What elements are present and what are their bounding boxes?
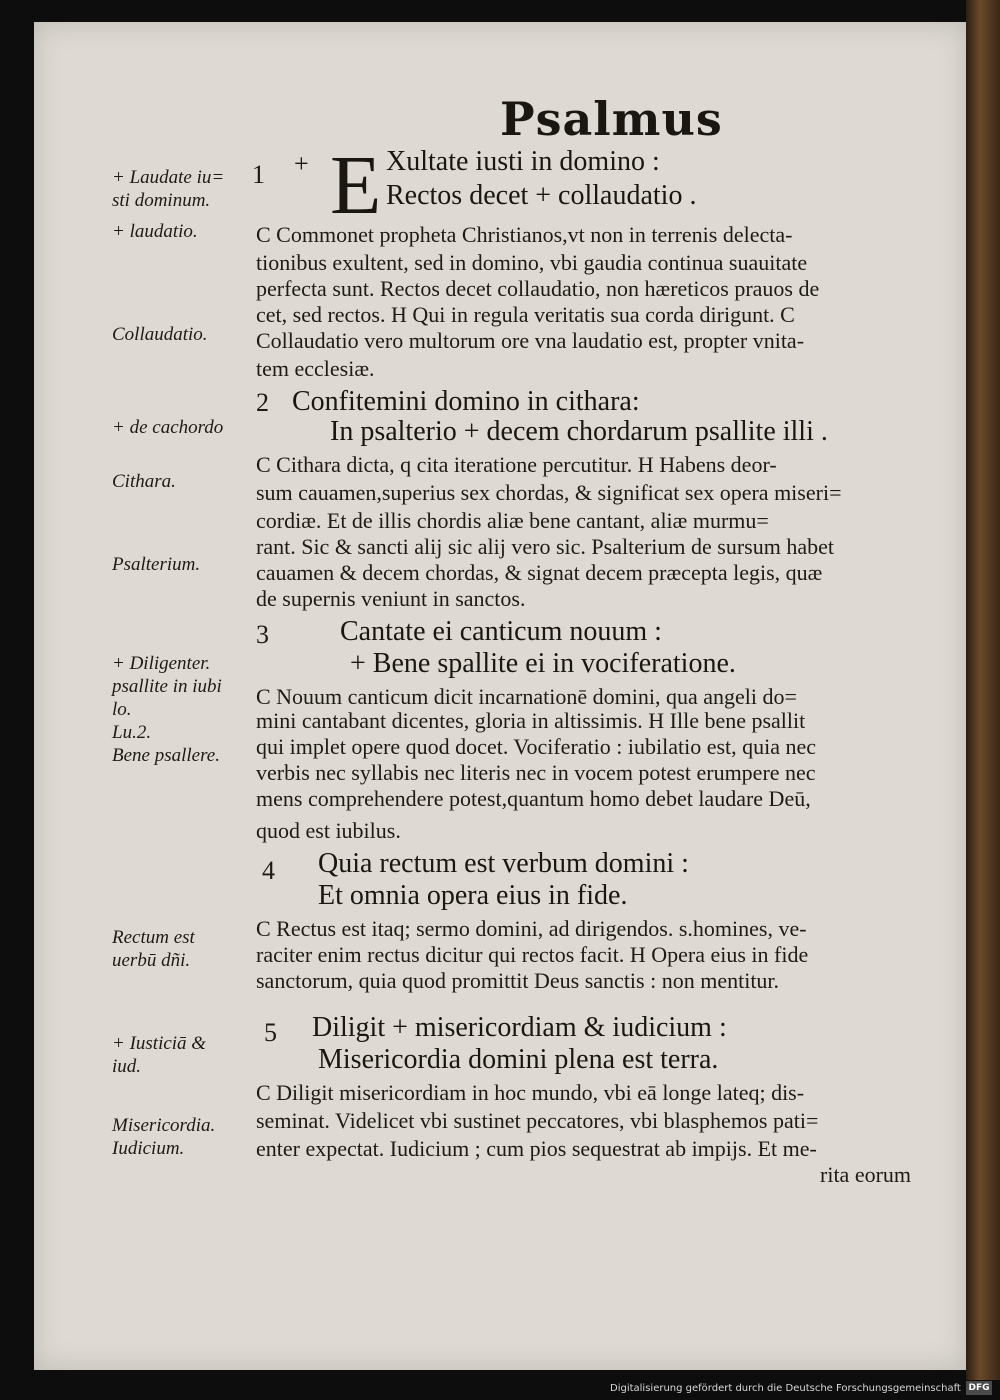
commentary-line: cauamen & decem chordas, & signat decem præcepta legis, quæ	[256, 560, 823, 585]
verse-line: In psalterio + decem chordarum psallite illi .	[330, 416, 828, 447]
verse-number: 1	[252, 160, 265, 189]
commentary-line: C Cithara dicta, q cita iteratione percutitur. H Habens deor-	[256, 452, 777, 477]
verse-line: Rectos decet + collaudatio .	[386, 180, 697, 211]
verse-line: Diligit + misericordiam & iudicium :	[312, 1012, 727, 1043]
margin-note: + Diligenter. psallite in iubi lo. Lu.2. Bene psallere.	[112, 653, 222, 766]
verse-line: + Bene spallite ei in vociferatione.	[350, 648, 736, 679]
margin-note: Cithara.	[112, 471, 176, 492]
verse-line: +	[294, 149, 309, 178]
margin-note: + laudatio.	[112, 221, 198, 242]
commentary-line: tem ecclesiæ.	[256, 356, 375, 381]
commentary-line: raciter enim rectus dicitur qui rectos facit. H Opera eius in fide	[256, 942, 809, 967]
verse-number: 2	[256, 388, 269, 417]
commentary-line: cordiæ. Et de illis chordis aliæ bene cantant, aliæ murmu=	[256, 508, 769, 533]
commentary-line: de supernis veniunt in sanctos.	[256, 586, 526, 611]
margin-note: + Iusticiā & iud.	[112, 1033, 207, 1077]
margin-note: Collaudatio.	[112, 324, 208, 345]
commentary-line: qui implet opere quod docet. Vociferatio : iubilatio est, quia nec	[256, 734, 817, 759]
verse-line: Xultate iusti in domino :	[386, 146, 660, 177]
dfg-logo: DFG	[966, 1381, 992, 1395]
commentary-line: sanctorum, quia quod promittit Deus sanctis : non mentitur.	[256, 968, 780, 993]
commentary-line: C Commonet propheta Christianos,vt non in terrenis delecta-	[256, 222, 793, 247]
commentary-line: C Nouum canticum dicit incarnationē domini, qua angeli do=	[256, 684, 797, 709]
commentary-line: perfecta sunt. Rectos decet collaudatio, non hæreticos prauos de	[256, 276, 820, 301]
commentary-line: mens comprehendere potest,quantum homo debet laudare Deū,	[256, 786, 811, 811]
commentary-line: tionibus exultent, sed in domino, vbi gaudia continua suauitate	[256, 250, 808, 275]
commentary-line: sum cauamen,superius sex chordas, & significat sex opera miseri=	[256, 480, 842, 505]
commentary-line: C Diligit misericordiam in hoc mundo, vbi eā longe lateq; dis-	[256, 1080, 805, 1105]
margin-note: Psalterium.	[112, 554, 201, 575]
verse-number: 3	[256, 620, 269, 649]
verse-line: Cantate ei canticum nouum :	[340, 616, 662, 647]
commentary-line: enter expectat. Iudicium ; cum pios sequestrat ab impijs. Et me-	[256, 1136, 817, 1161]
commentary-line: rant. Sic & sancti alij sic alij vero sic. Psalterium de sursum habet	[256, 534, 834, 559]
commentary-line: rita eorum	[820, 1162, 912, 1187]
commentary-line: C Rectus est itaq; sermo domini, ad dirigendos. s.homines, ve-	[256, 916, 807, 941]
commentary-line: verbis nec syllabis nec literis nec in vocem potest erumpere nec	[256, 760, 816, 785]
drop-cap: E	[330, 139, 382, 232]
margin-note: + de cachordo	[112, 417, 224, 438]
commentary-line: mini cantabant dicentes, gloria in altissimis. H Ille bene psallit	[256, 708, 806, 733]
verse-line: Et omnia opera eius in fide.	[318, 880, 628, 911]
verse-line: Confitemini domino in cithara:	[292, 386, 640, 417]
commentary-line: Collaudatio vero multorum ore vna laudatio est, propter vnita-	[256, 328, 805, 353]
verse-line: Misericordia domini plena est terra.	[318, 1044, 719, 1075]
margin-note: Misericordia. Iudicium.	[112, 1115, 216, 1159]
verse-number: 5	[264, 1018, 277, 1047]
commentary-line: quod est iubilus.	[256, 818, 401, 843]
book-spine	[966, 0, 1000, 1380]
running-head: Psalmus	[500, 92, 723, 146]
verse-number: 4	[262, 856, 275, 885]
footer-credit: Digitalisierung gefördert durch die Deutsche Forschungsgemeinschaft	[610, 1383, 961, 1394]
margin-note: + Laudate iu= sti dominum.	[112, 167, 225, 211]
verse-line: Quia rectum est verbum domini :	[318, 848, 689, 879]
commentary-line: seminat. Videlicet vbi sustinet peccatores, vbi blasphemos pati=	[256, 1108, 819, 1133]
margin-note: Rectum est uerbū dñi.	[112, 927, 195, 971]
commentary-line: cet, sed rectos. H Qui in regula veritatis sua corda dirigunt. C	[256, 302, 795, 327]
